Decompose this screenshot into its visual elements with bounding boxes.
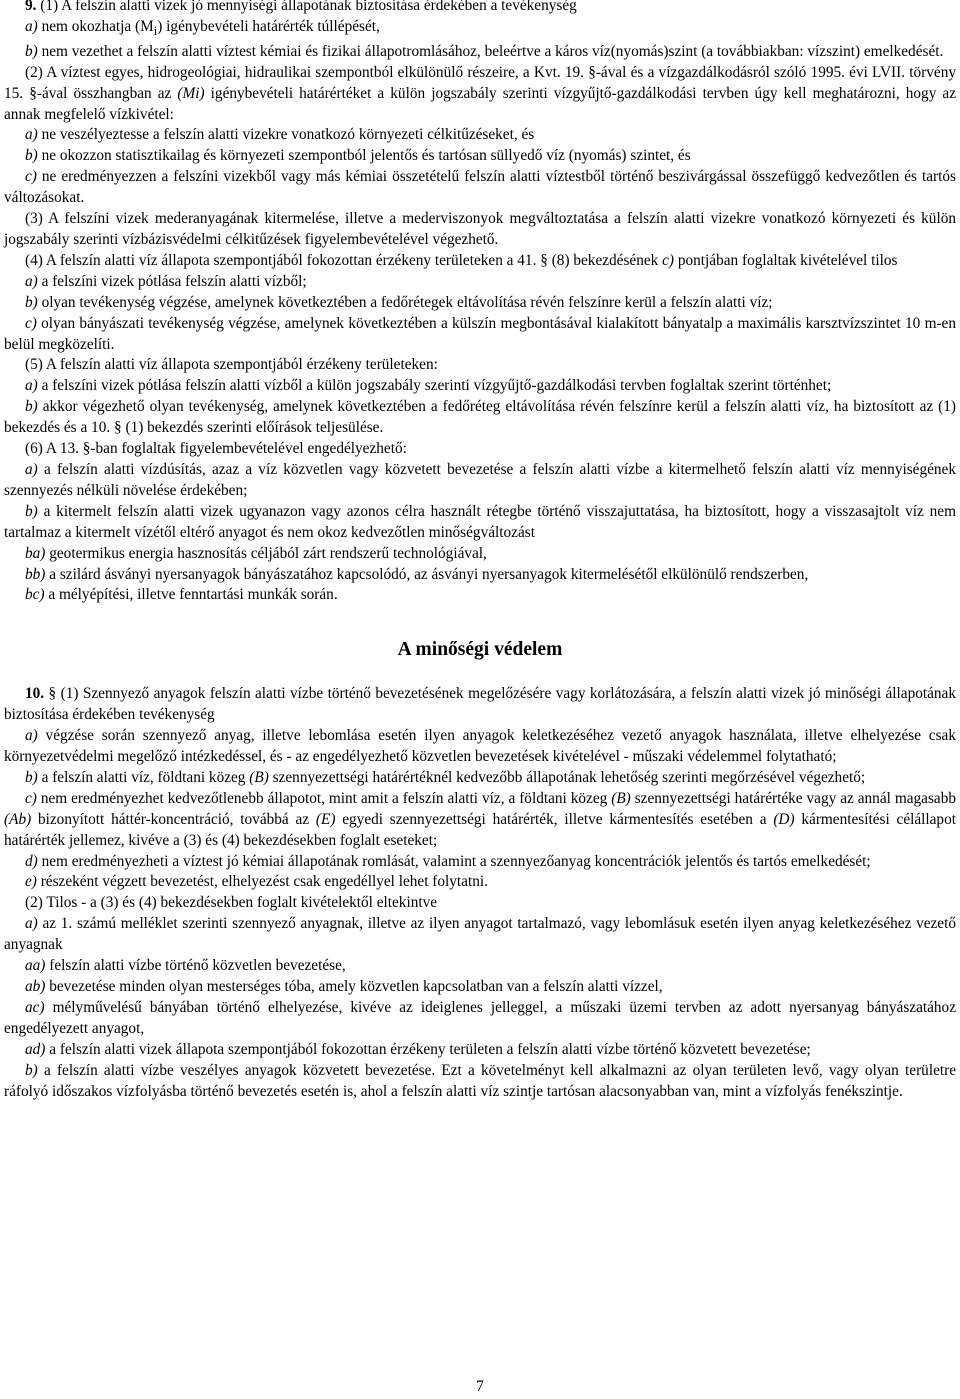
point-10-2-aa: aa) felszín alatti vízbe történő közvetlen bevezetése, <box>25 957 346 975</box>
point-10-1-d: d) nem eredményezheti a víztest jó kémiai állapotának romlását, valamint a szennyezőanyag koncentrációk jelentős és tartós emelkedését; <box>25 852 871 870</box>
section-number-9: 9. <box>25 0 37 14</box>
paragraph-10-1: 10. § (1) Szennyező anyagok felszín alatti vízbe történő bevezetésének megelőzésére vagy korlátozására, a felszín alatti vizek jó minőségi állapotának biztosítása érdekében tevékenység <box>4 685 956 724</box>
paragraph-9-5: (5) A felszín alatti víz állapota szempontjából érzékeny területeken: <box>25 356 438 374</box>
page-number: 7 <box>476 1378 484 1395</box>
point-10-2-b: b) a felszín alatti vízbe veszélyes anyagok közvetett bevezetése. Ezt a követelményt kell alkalmazni az olyan területen levő, vagy olyan területre ráfolyó időszakos vízfolyásba történő bevezetés esetén is, ahol a felszín alatti víz szintje tartósan alacsonyabban van, mint a vízfolyás fenékszintje. <box>4 1061 956 1100</box>
point-9-6-b: b) a kitermelt felszín alatti vizek ugyanazon vagy azonos célra használt rétegbe történő visszajuttatása, ha biztosított, hogy a visszasajtolt víz nem tartalmaz a kitermelt vízétől eltérő anyagot és nem okoz kedvezőtlen minőségváltozást <box>4 502 956 541</box>
paragraph-9-1: 9. (1) A felszín alatti vizek jó mennyiségi állapotának biztosítása érdekében a tevékenység <box>4 0 956 17</box>
point-10-1-a: a) végzése során szennyező anyag, illetve lebomlása esetén ilyen anyagok keletkezéséhez vezető anyagok használata, illetve elhelyezése csak környezetvédelmi megelőző intézkedéssel, és - az engedélyezhető közvetlen bevezetések kivételével - műszaki védelemmel folytatható; <box>4 727 956 766</box>
spacer <box>4 662 956 684</box>
point-10-2-ad: ad) a felszín alatti vizek állapota szempontjából fokozottan érzékeny területen a felszín alatti vízbe történő közvetett bevezetése; <box>25 1040 811 1058</box>
point-9-2-c: c) ne eredményezzen a felszíni vizekből vagy más kémiai összetételű felszín alatti víztestből történő beszivárgással összefüggő kedvezőtlen és tartós változásokat. <box>4 168 956 207</box>
point-9-2-b: b) ne okozzon statisztikailag és környezeti szempontból jelentős és tartósan süllyedő víz (nyomás) szintet, és <box>25 147 691 165</box>
point-9-5-b: b) akkor végezhető olyan tevékenység, amelynek következtében a fedőréteg eltávolítása révén felszínre kerül a felszín alatti víz, ha biztosított az (1) bekezdés és a 10. § (1) bekezdés szerinti előírások teljesülése. <box>4 398 956 437</box>
paragraph-9-6: (6) A 13. §-ban foglaltak figyelembevételével engedélyezhető: <box>25 440 407 458</box>
point-10-2-ac: ac) mélyművelésű bányában történő elhelyezése, kivéve az ideiglenes jelleggel, a műszaki üzemi tervben az adott nyersanyag bányászatához engedélyezett anyagot, <box>4 998 956 1037</box>
paragraph-9-4: (4) A felszín alatti víz állapota szempontjából fokozottan érzékeny területeken a 41. § (8) bekezdésének c) pontjában foglaltak kivételével tilos <box>25 251 898 269</box>
spacer <box>4 606 956 638</box>
section-heading: A minőségi védelem <box>397 639 563 661</box>
point-9-4-c: c) olyan bányászati tevékenység végzése, amelynek következtében a külszín megbontásával kialakított bányatalp a maximális karsztvízszintet 10 m-en belül megközelíti. <box>4 314 956 353</box>
point-9-6-bc: bc) a mélyépítési, illetve fenntartási munkák során. <box>25 586 338 604</box>
point-10-1-b: b) a felszín alatti víz, földtani közeg (B) szennyezettségi határértéknél kedvezőbb állapotának lehetőség szerinti megőrzésével végezhető; <box>25 768 866 786</box>
section-number-10: 10. <box>25 685 45 703</box>
paragraph-9-2: (2) A víztest egyes, hidrogeológiai, hidraulikai szempontból elkülönülő részeire, a Kvt. 19. §-ával és a vízgazdálkodásról szóló 1995. évi LVII. törvény 15. §-ával összhangban az (Mi) igénybevételi határértéket a külön jogszabály szerinti vízgyűjtő-gazdálkodási tervben úgy kell meghatározni, hogy az annak megfelelő vízkivétel: <box>4 63 956 123</box>
paragraph-9-3: (3) A felszíni vizek mederanyagának kitermelése, illetve a mederviszonyok megváltoztatása a felszín alatti vizekre vonatkozó környezeti és külön jogszabály szerinti vízbázisvédelmi célkitűzések figyelembevételével végezhető. <box>4 210 956 249</box>
point-10-2-a: a) az 1. számú melléklet szerinti szennyező anyagnak, illetve az ilyen anyagot tartalmazó, vagy lebomlásuk esetén ilyen anyag keletkezéséhez vezető anyagnak <box>4 915 956 954</box>
point-9-6-bb: bb) a szilárd ásványi nyersanyagok bányászatához kapcsolódó, az ásványi nyersanyagok kitermelésétől elkülönülő rendszerben, <box>25 565 809 583</box>
document-body <box>4 0 956 1102</box>
point-9-4-a: a) a felszíni vizek pótlása felszín alatti vízből; <box>25 272 307 290</box>
point-9-1-a: a) nem okozhatja $(M_i)$ igénybevételi határérték túllépését, <box>25 17 380 38</box>
point-9-6-ba: ba) geotermikus energia hasznosítás céljából zárt rendszerű technológiával, <box>25 544 487 562</box>
point-10-1-e: e) részeként végzett bevezetést, elhelyezést csak engedéllyel lehet folytatni. <box>25 873 488 891</box>
point-10-2-ab: ab) bevezetése minden olyan mesterséges tóba, amely közvetlen kapcsolatban van a felszín alatti vízzel, <box>25 978 663 996</box>
paragraph-10-2: (2) Tilos - a (3) és (4) bekezdésekben foglalt kivételektől eltekintve <box>25 894 438 912</box>
point-9-4-b: b) olyan tevékenység végzése, amelynek következtében a fedőrétegek eltávolítása révén felszínre kerül a felszín alatti víz; <box>25 293 773 311</box>
point-9-1-b: b) nem vezethet a felszín alatti víztest kémiai és fizikai állapotromlásához, beleértve a káros víz(nyomás)szint (a továbbiakban: vízszint) emelkedését. <box>25 42 944 60</box>
point-9-5-a: a) a felszíni vizek pótlása felszín alatti vízből a külön jogszabály szerinti vízgyűjtő-gazdálkodási tervben foglaltak szerint történhet; <box>25 377 832 395</box>
point-9-2-a: a) ne veszélyeztesse a felszín alatti vizekre vonatkozó környezeti célkitűzéseket, és <box>25 126 535 144</box>
point-10-1-c: c) nem eredményezhet kedvezőtlenebb állapotot, mint amit a felszín alatti víz, a földtani közeg (B) szennyezettségi határértéke vagy az annál magasabb (Ab) bizonyított háttér-koncentráció, továbbá az (E) egyedi szennyezettségi határérték, illetve kármentesítés esetében a (D) kármentesítési célállapot határérték jellemez, kivéve a (3) és (4) bekezdésekben foglalt eseteket; <box>4 789 956 849</box>
point-9-6-a: a) a felszín alatti vízdúsítás, azaz a víz közvetlen vagy közvetett bevezetése a felszín alatti vízbe a kitermelhető felszín alatti víz mennyiségének szennyezés nélküli növelése érdekében; <box>4 460 956 499</box>
